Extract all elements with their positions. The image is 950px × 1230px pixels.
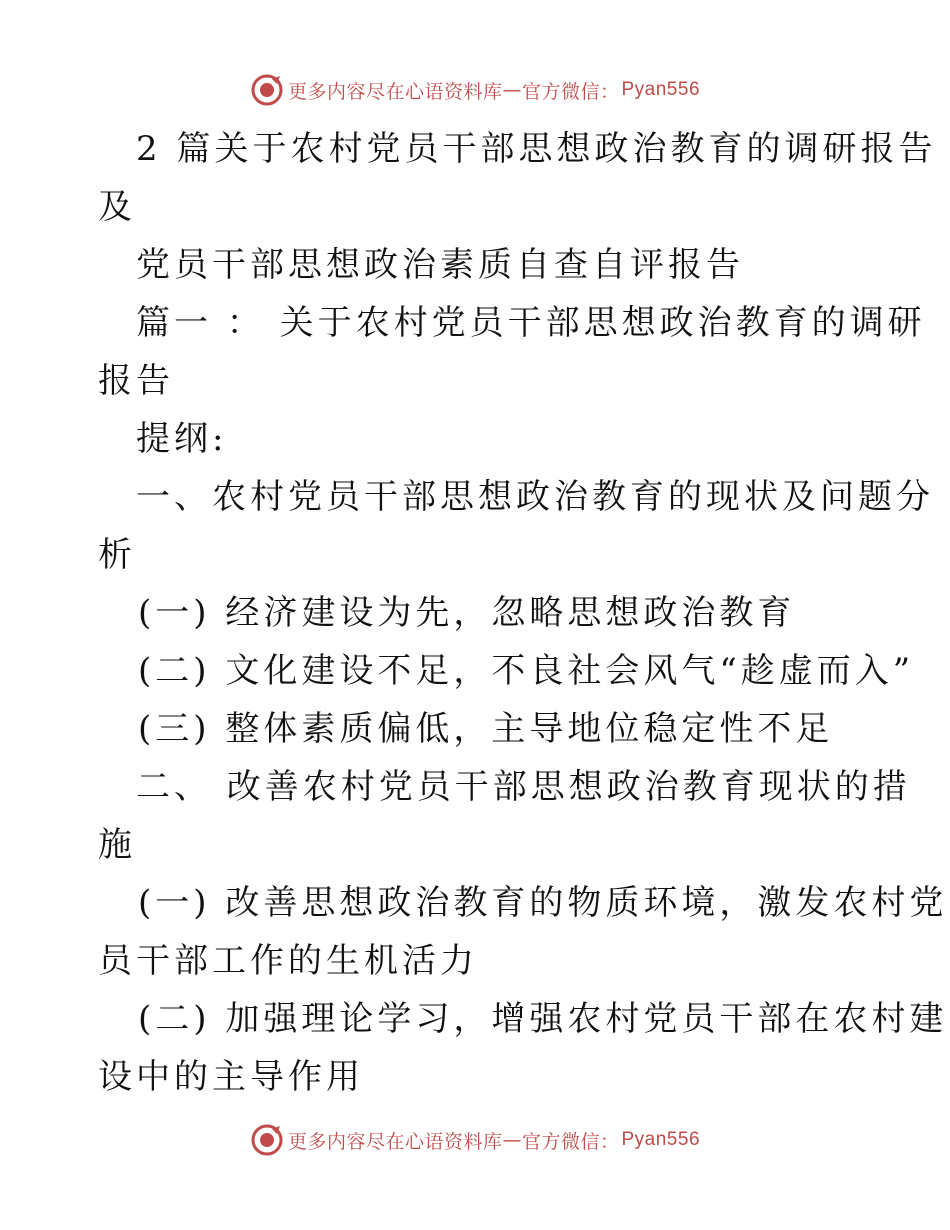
- watermark-handle: Pyan556: [621, 79, 701, 100]
- watermark-handle: Pyan556: [621, 1129, 701, 1150]
- section1-item-3: (三) 整体素质偏低，主导地位稳定性不足: [138, 709, 834, 749]
- watermark-separator: —: [502, 1129, 522, 1151]
- section1-item-2: (二) 文化建设不足，不良社会风气“趁虚而入”: [138, 651, 915, 691]
- section2-item-1-line-2: 员干部工作的生机活力: [98, 941, 478, 981]
- part1-heading-line-2: 报告: [98, 361, 174, 401]
- section1-heading-line-1: 一、农村党员干部思想政治教育的现状及问题分: [136, 477, 934, 517]
- brand-logo-icon: [250, 1123, 284, 1157]
- outline-label: 提纲:: [136, 419, 228, 459]
- section2-item-2-line-1: (二) 加强理论学习，增强农村党员干部在农村建: [138, 999, 948, 1039]
- section2-item-2-line-2: 设中的主导作用: [98, 1057, 364, 1097]
- section2-heading-line-1: 二、 改善农村党员干部思想政治教育现状的措: [136, 767, 911, 807]
- document-title-line-2: 及: [98, 187, 136, 227]
- document-body: [98, 120, 948, 1106]
- section2-heading-line-2: 施: [98, 825, 136, 865]
- part1-heading-line-1: 篇一 ： 关于农村党员干部思想政治教育的调研: [136, 303, 926, 343]
- document-title-line-1: 2 篇关于农村党员干部思想政治教育的调研报告: [136, 129, 937, 169]
- watermark-official-label: 官方微信：: [521, 1130, 620, 1153]
- watermark-separator: —: [502, 79, 522, 101]
- watermark-text: 更多内容尽在心语资料库: [287, 80, 503, 103]
- watermark-official-label: 官方微信：: [521, 80, 620, 103]
- section1-heading-line-2: 析: [98, 535, 136, 575]
- section1-item-1: (一) 经济建设为先，忽略思想政治教育: [138, 593, 796, 633]
- section2-item-1-line-1: (一) 改善思想政治教育的物质环境，激发农村党: [138, 883, 948, 923]
- brand-logo-icon: [250, 73, 284, 107]
- watermark-text: 更多内容尽在心语资料库: [287, 1130, 503, 1153]
- header-watermark: [0, 70, 950, 110]
- footer-watermark: [0, 1120, 950, 1160]
- document-title-line-3: 党员干部思想政治素质自查自评报告: [136, 245, 744, 285]
